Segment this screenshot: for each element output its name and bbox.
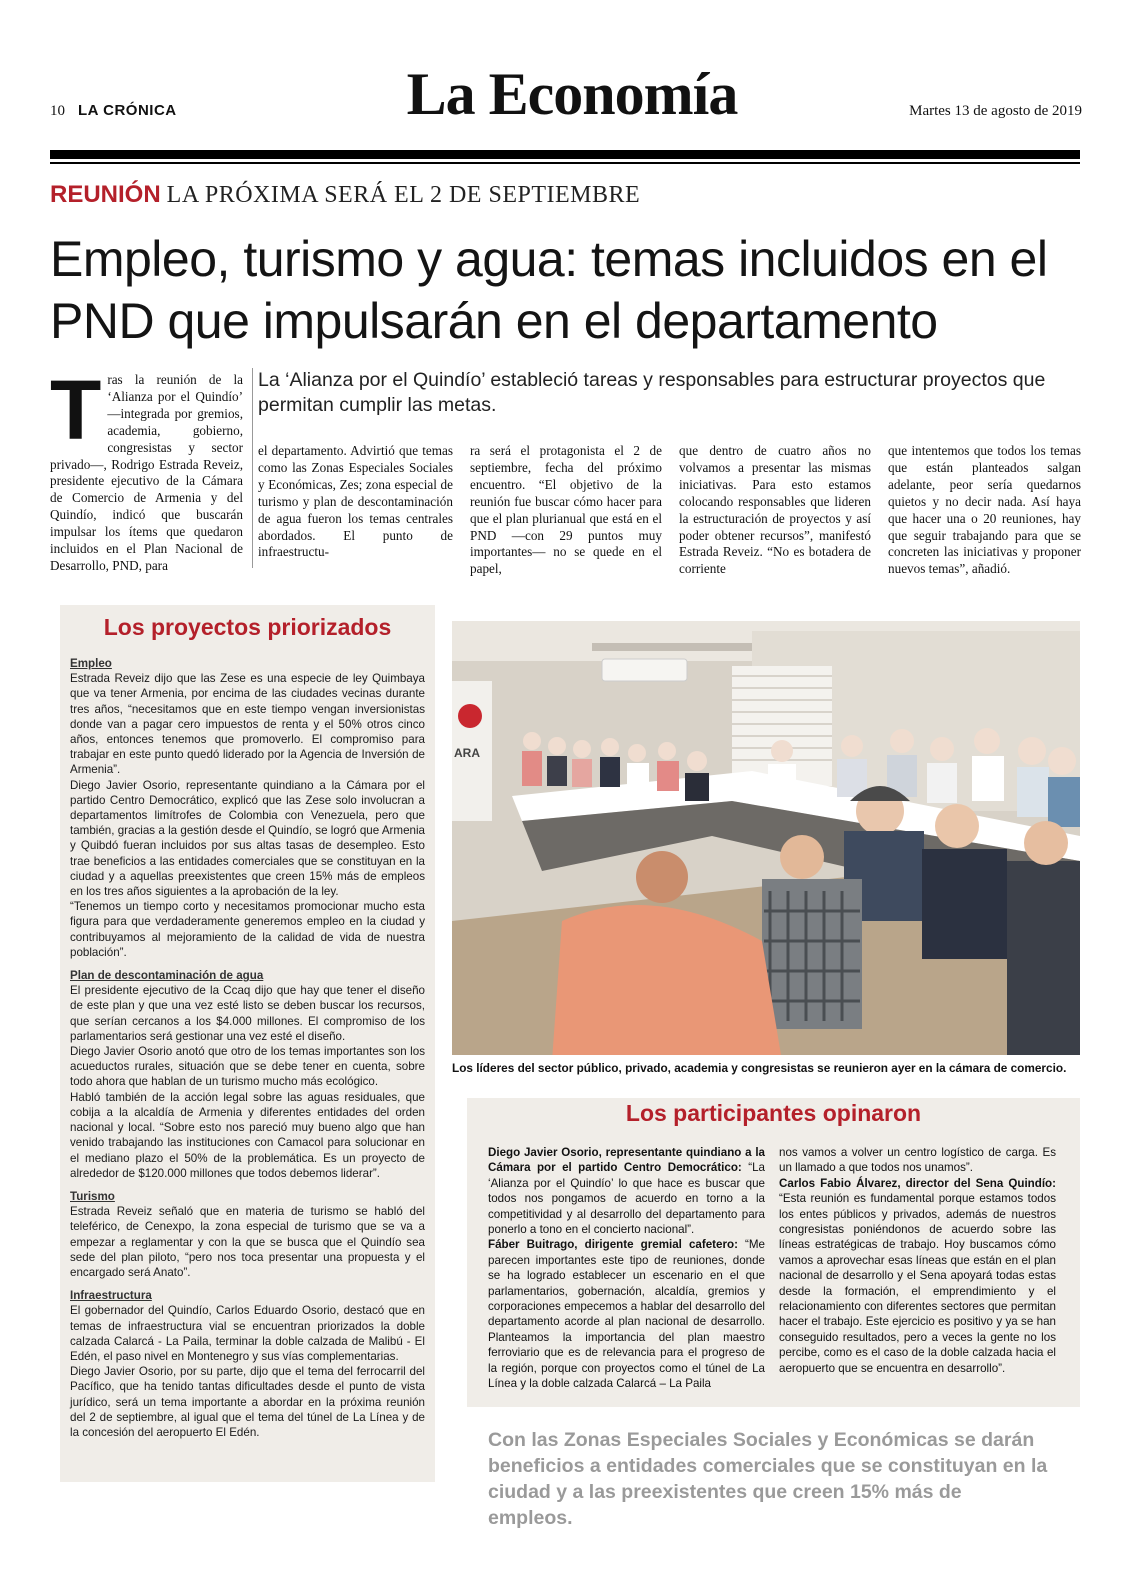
participant-statement: “La ‘Alianza por el Quindío’ lo que hace es buscar que todos nos pongamos de acuerdo en torno a la competitividad y al desarrollo del departamento para ponerlo a tono en el concierto nacional”. [488,1161,765,1237]
sidebar-paragraph: El gobernador del Quindío, Carlos Eduardo Osorio, destacó que en temas de infraestructura vial se encuentran priorizados la doble calzada Calarcá - La Paila, terminar la doble calzada de Malibú - El Edén, el paso nivel en Montenegro y sus vías complementarias. [70,1304,425,1363]
kicker-label: REUNIÓN [50,181,161,208]
sidebar-paragraph: Diego Javier Osorio anotó que otro de los temas importantes son los acueductos rurales, situación que se debe tener en cuenta, sobre todo ahora que hablan de un turismo mucho más ecológico. [70,1045,425,1089]
section-title: La Economía [406,61,738,127]
participant-name: Fáber Buitrago, dirigente gremial cafetero: [488,1238,738,1252]
participant-quote-3 [779,1176,1056,1376]
sidebar-paragraph: Estrada Reveiz señaló que en materia de turismo se habló del teleférico, de Cenexpo, la zona especial de turismo que se va a empezar a reglamentar y con la que se busca que el Quindío sea sede del plan piloto, “pero nos toca presentar una propuesta y el encargado será Anato”. [70,1205,425,1279]
participant-statement: “Me parecen importantes este tipo de reuniones, donde se ha logrado establecer un escenario en el que parlamentarios, gobernación, alcaldía, gremios y corporaciones empecemos a hablar del desarrollo del departamento acorde al plan nacional de desarrollo. Planteamos la importancia del plan maestro ferroviario que es de relevancia para el progreso de la región, porque con proyectos como el túnel de La Línea y la doble calzada Calarcá – La Paila [488,1238,765,1391]
article-col1-text: ras la reunión de la ‘Alianza por el Quindío’ —integrada por gremios, academia, gobierno, congresistas y sector privado—, Rodrigo Estrada Reveiz, presidente ejecutivo de la Cámara de Comercio de Armenia y del Quindío, indicó que buscarán impulsar los ítems que quedaron incluidos en el Plan Nacional de Desarrollo, PND, para [50,372,243,573]
sidebar-paragraph: Diego Javier Osorio, por su parte, dijo que el tema del ferrocarril del Pacífico, que ha tenido tantas dificultades desde el punto de vista jurídico, será un tema importante a abordar en la próxima reunión del 2 de septiembre, al igual que el tema del túnel de La Línea y de la concesión del aeropuerto El Edén. [70,1365,425,1439]
participant-quote-1 [488,1145,765,1237]
participant-name: Diego Javier Osorio, representante quindiano a la Cámara por el partido Centro Democrático: [488,1146,765,1175]
issue-date: Martes 13 de agosto de 2019 [909,103,1082,119]
sidebar-paragraph: El presidente ejecutivo de la Ccaq dijo que hay que tener el diseño de este plan y que una vez esté listo se deben buscar los recursos, que serían cercanos a los $4.000 millones. El compromiso de los parlamentarios será gestionar una vez esté el diseño. [70,984,425,1043]
participants-title: Los participantes opinaron [625,1100,922,1126]
headline: Empleo, turismo y agua: temas incluidos en el PND que impulsarán en el departamento [50,231,1048,349]
sidebar-heading-empleo: Empleo [70,657,112,670]
sidebar-heading-infraestructura: Infraestructura [70,1289,152,1303]
article-column-5: que intentemos que todos los temas que están planteados salgan adelante, peor sería quedarnos quietos y no decir nada. Así haya que hacer una o 20 reuniones, hay que seguir trabajando para que se concreten las iniciativas y proponer nuevos temas”, añadió. [888,443,1081,577]
sidebar-paragraph: “Tenemos un tiempo corto y necesitamos promocionar mucho esta figura para que verdaderamente generemos empleo en la ciudad y contribuyamos al mejoramiento de la calidad de vida de nuestra población”. [70,900,425,959]
participant-statement: “Esta reunión es fundamental porque estamos todos los entes públicos y privados, además de nuestros congresistas poniéndonos de acuerdo sobre las líneas estratégicas de trabajo. Hoy buscamos cómo vamos a aprovechar esas líneas que están en el plan nacional de desarrollo y el Sena apoyará todas estas desde la formación, el emprendimiento y el relacionamiento con diferentes sectores que permitan hacer el trabajo. Este ejercicio es positivo y ya se han conseguido resultados, pero a veces la gente no los percibe, como es el caso de la doble calzada hacia el aeropuerto que se encuentra en desarrollo”. [779,1192,1056,1375]
sidebar-heading-turismo: Turismo [70,1189,115,1203]
sidebar-title: Los proyectos priorizados [103,614,392,640]
masthead-rule-thin [50,162,1080,164]
participant-statement-continued: nos vamos a volver un centro logístico de carga. Es un llamado a que todos nos unamos”. [779,1146,1056,1175]
participants-column-1 [488,1145,765,1392]
sidebar-paragraph: Estrada Reveiz dijo que las Zese es una especie de ley Quimbaya que va tener Armenia, por encima de las ciudades vecinas durante tres años, “necesitamos que en este tiempo vengan inversionistas donde van a pagar cero impuestos de renta y el 50% otros cinco años, entonces tenemos que promoverlo. El compromiso para trabajar en este punto quedó liderado por la Agencia de Inversión de Armenia”. [70,672,425,777]
sidebar-heading-agua: Plan de descontaminación de agua [70,969,264,983]
kicker [50,181,640,209]
masthead-rule [50,150,1080,159]
deck: La ‘Alianza por el Quindío’ estableció tareas y responsables para estructurar proyectos que permitan cumplir las metas. [258,369,1046,416]
sidebar-paragraph: Diego Javier Osorio, representante quindiano a la Cámara por el partido Centro Democrático, explicó que las Zese solo involucran a departamentos limítrofes de Colombia con Venezuela, pero que también, gracias a la gestión desde el Quindío, se logró que Armenia y Quibdó fueran incluidos por sus altas tasas de desempleo. Esto trae beneficios a las entidades comerciales que se constituyan en la ciudad y a aquellas preexistentes que creen 15% más de empleos en los tres años siguientes a la aprobación de la ley. [70,778,425,899]
meeting-photo [452,621,1080,1055]
column-divider [252,368,253,568]
article-column-2: el departamento. Advirtió que temas como las Zonas Especiales Sociales y Económicas, Zes; zona especial de turismo y plan de descontaminación de agua fueron los temas centrales abordados. El punto de infraestructu- [258,443,453,560]
article-column-1 [50,363,243,575]
kicker-text: LA PRÓXIMA SERÁ EL 2 DE SEPTIEMBRE [166,182,641,208]
newspaper-name: LA CRÓNICA [78,102,177,119]
participant-name: Carlos Fabio Álvarez, director del Sena Quindío: [779,1176,1056,1190]
page-number: 10 [50,103,65,119]
participants-column-2 [779,1145,1056,1376]
photo-caption: Los líderes del sector público, privado, academia y congresistas se reunieron ayer en la cámara de comercio. [452,1061,1067,1075]
pull-quote: Con las Zonas Especiales Sociales y Económicas se darán beneficios a entidades comerciales que se constituyan en la ciudad y a las preexistentes que creen 15% más de empleos. [488,1429,1048,1529]
meeting-photo-illustration [452,621,1080,1055]
drop-cap: T [50,363,102,457]
sidebar-body [70,656,425,1440]
banner-text: ARA [454,746,480,760]
article-column-4: que dentro de cuatro años no volvamos a presentar las mismas iniciativas. Para esto estamos colocando responsables que lideren la estructuración de proyectos y así poder obtener recursos”, manifestó Estrada Reveiz. “No es botadera de corriente [679,443,871,577]
participant-quote-2 [488,1237,765,1391]
sidebar-paragraph: Habló también de la acción legal sobre las aguas residuales, que cobija a la alcaldía de Armenia y diferentes entidades del orden nacional y local. “Sobre esto nos pareció muy bueno algo que han venido trabajando las instituciones con Camacol para solucionar en el mediano plazo el 50% de la problemática. Es un proyecto de alrededor de $120.000 millones que todos debemos liderar”. [70,1090,425,1180]
article-column-3: ra será el protagonista el 2 de septiembre, fecha del próximo encuentro. “El objetivo de la reunión fue buscar cómo hacer para que el plan plurianual que está en el PND —con 29 puntos muy importantes— no se quede en el papel, [470,443,662,577]
